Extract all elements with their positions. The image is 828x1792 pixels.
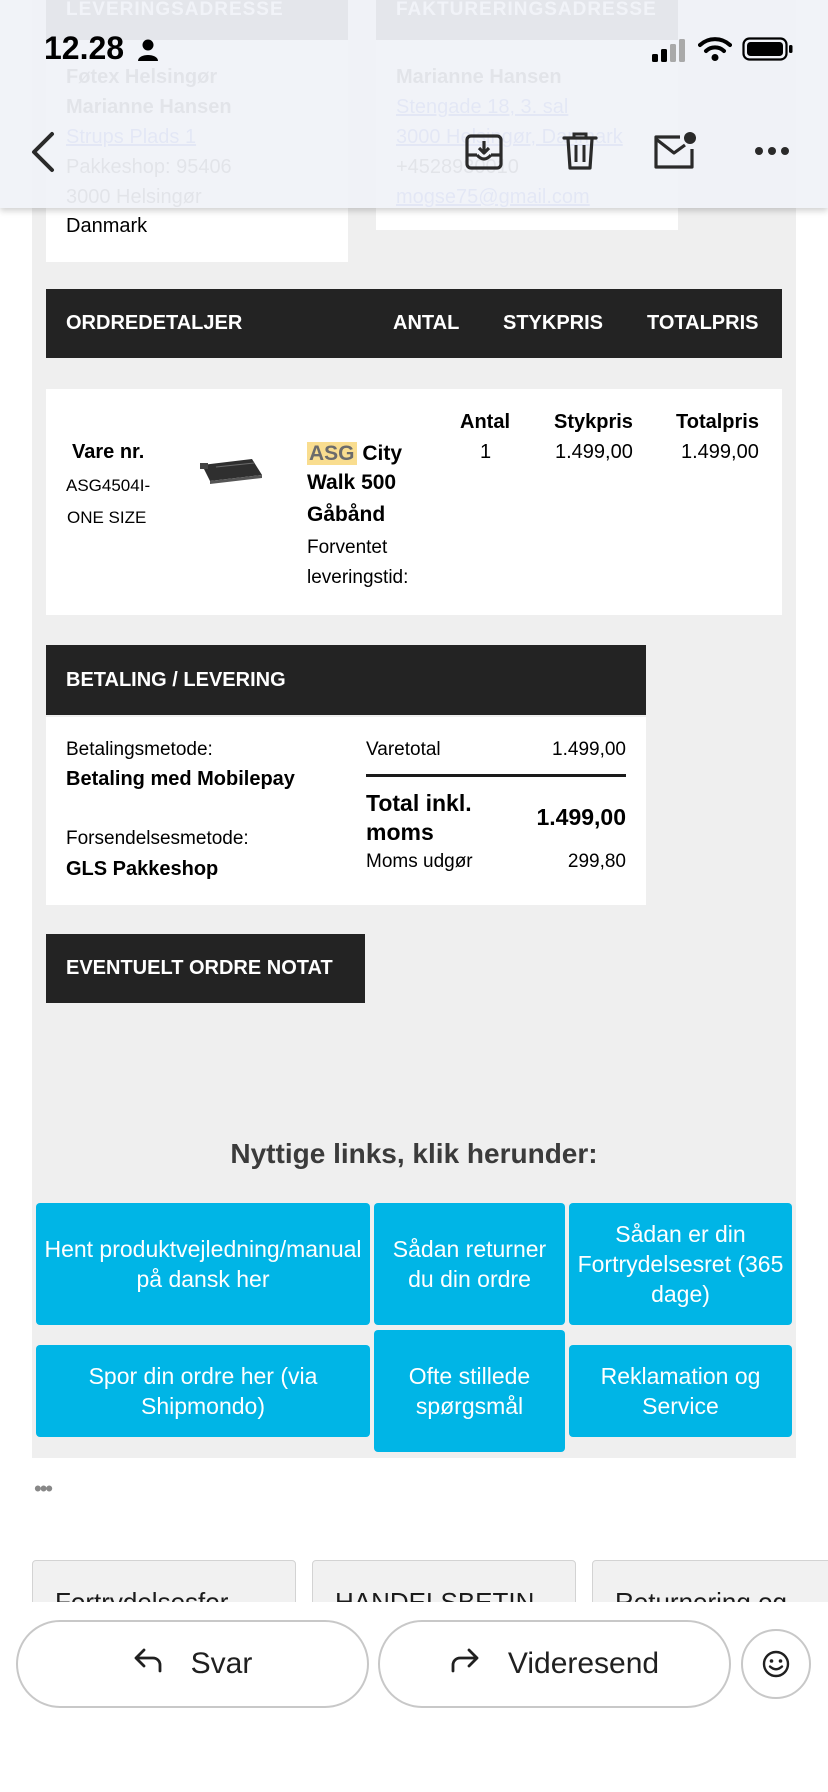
faq-link-button[interactable]: Ofte stillede spørgsmål: [374, 1330, 565, 1452]
reply-action-bar: [0, 1602, 828, 1792]
product-name-line2: Walk 500: [307, 471, 397, 494]
header-stykpris: STYKPRIS: [503, 312, 604, 334]
varetotal-label: Varetotal: [366, 739, 441, 760]
reply-icon: [133, 1647, 163, 1681]
product-name-line1: [307, 439, 402, 469]
more-icon[interactable]: [754, 146, 790, 156]
total-divider: [366, 774, 626, 777]
forward-label: Videresend: [507, 1647, 660, 1680]
manual-link-button[interactable]: Hent produktvejledning/manual på dansk her: [36, 1203, 370, 1325]
varetotal-value: 1.499,00: [552, 739, 626, 760]
order-details-title: ORDREDETALJER: [66, 312, 243, 334]
reply-button[interactable]: [16, 1620, 369, 1708]
trash-icon[interactable]: [562, 131, 598, 171]
person-icon: [137, 38, 159, 62]
total-label-2: moms: [366, 819, 434, 845]
emoji-icon: [761, 1649, 791, 1679]
moms-label: Moms udgør: [366, 851, 473, 872]
payment-panel: [46, 717, 646, 905]
track-order-link-button[interactable]: Spor din ordre her (via Shipmondo): [36, 1345, 370, 1437]
total-label-1: Total inkl.: [366, 790, 472, 816]
item-number-label: Vare nr.: [72, 441, 145, 463]
return-order-link-button[interactable]: Sådan returner du din ordre: [374, 1203, 565, 1325]
emoji-reaction-button[interactable]: [741, 1629, 811, 1699]
delivery-country: Danmark: [66, 215, 148, 237]
useful-links-title: Nyttige links, klik herunder:: [230, 1138, 598, 1169]
top-toolbar: [0, 0, 828, 208]
order-note-title: EVENTUELT ORDRE NOTAT: [66, 957, 333, 979]
cellular-signal-icon: [652, 38, 686, 62]
col-antal-label: Antal: [460, 411, 510, 433]
battery-icon: [742, 37, 794, 61]
wifi-icon: [698, 36, 732, 62]
moms-value: 299,80: [567, 851, 626, 872]
shipping-method-label: Forsendelsesmetode:: [66, 828, 249, 849]
item-number-line1: ASG4504I-: [66, 476, 151, 495]
show-trimmed-content-button[interactable]: •••: [34, 1476, 52, 1501]
product-name-line3: Gåbånd: [307, 503, 386, 526]
shipping-method-value: GLS Pakkeshop: [66, 858, 219, 880]
item-antal: 1: [480, 441, 492, 463]
delivery-time-label-2: leveringstid:: [307, 567, 409, 588]
order-item-row: [46, 389, 782, 615]
mark-unread-icon[interactable]: [652, 129, 698, 171]
treadmill-product-image: [196, 451, 266, 487]
product-name-part1: City: [362, 442, 403, 465]
withdrawal-right-link-button[interactable]: Sådan er din Fortrydelsesret (365 dage): [569, 1203, 792, 1325]
forward-icon: [450, 1647, 480, 1681]
delivery-time-label-1: Forventet: [307, 537, 388, 558]
col-stykpris-label: Stykpris: [554, 411, 633, 433]
header-totalpris: TOTALPRIS: [647, 312, 759, 334]
item-number-line2: ONE SIZE: [67, 508, 147, 527]
archive-icon[interactable]: [464, 133, 504, 171]
forward-button[interactable]: [378, 1620, 731, 1708]
order-note-header: [46, 934, 365, 1003]
reply-label: Svar: [190, 1647, 253, 1680]
payment-header-title: BETALING / LEVERING: [66, 669, 286, 691]
col-totalpris-label: Totalpris: [676, 411, 759, 433]
total-value: 1.499,00: [536, 804, 626, 830]
header-antal: ANTAL: [393, 312, 460, 334]
payment-method-label: Betalingsmetode:: [66, 739, 213, 760]
item-stykpris: 1.499,00: [555, 441, 633, 463]
item-totalpris: 1.499,00: [681, 441, 759, 463]
status-time: 12.28: [44, 30, 125, 66]
order-details-header: [46, 289, 782, 358]
product-brand-highlight: ASG: [309, 442, 355, 465]
payment-header: [46, 645, 646, 715]
payment-method-value: Betaling med Mobilepay: [66, 768, 295, 790]
back-icon[interactable]: [28, 130, 58, 174]
complaint-service-link-button[interactable]: Reklamation og Service: [569, 1345, 792, 1437]
